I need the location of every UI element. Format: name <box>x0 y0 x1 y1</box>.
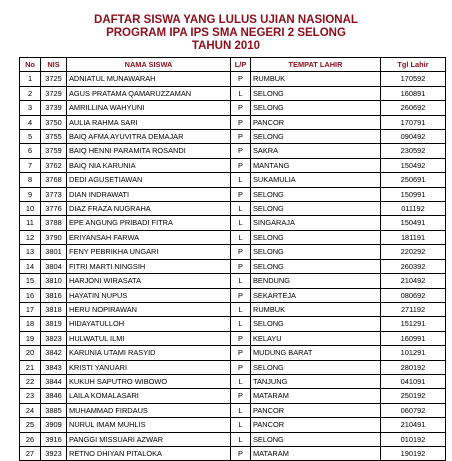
table-row <box>20 389 446 403</box>
cell-tempat-lahir: SELONG <box>251 432 381 446</box>
cell-nama-siswa: DIAN INDRAWATI <box>67 187 231 201</box>
cell-tgl-lahir: 101291 <box>381 346 446 360</box>
cell-lp: L <box>231 230 251 244</box>
table-row <box>20 259 446 273</box>
cell-no: 10 <box>20 202 41 216</box>
cell-tempat-lahir: MUDUNG BARAT <box>251 346 381 360</box>
cell-tgl-lahir: 080692 <box>381 288 446 302</box>
cell-lp: P <box>231 446 251 460</box>
cell-lp: P <box>231 288 251 302</box>
cell-tempat-lahir: TANJUNG <box>251 374 381 388</box>
table-row <box>20 158 446 172</box>
cell-nama-siswa: KUKUH SAPUTRO WIBOWO <box>67 374 231 388</box>
cell-nis: 3790 <box>41 230 67 244</box>
cell-tempat-lahir: PANCOR <box>251 115 381 129</box>
table-row <box>20 403 446 417</box>
table-row <box>20 317 446 331</box>
cell-tgl-lahir: 010192 <box>381 432 446 446</box>
cell-no: 26 <box>20 432 41 446</box>
cell-lp: P <box>231 389 251 403</box>
table-row <box>20 202 446 216</box>
cell-no: 1 <box>20 72 41 86</box>
cell-nama-siswa: HIDAYATULLOH <box>67 317 231 331</box>
cell-nama-siswa: AMRILLINA WAHYUNI <box>67 101 231 115</box>
cell-nama-siswa: HARJONI WIRASATA <box>67 274 231 288</box>
cell-nis: 3773 <box>41 187 67 201</box>
cell-nis: 3916 <box>41 432 67 446</box>
cell-tgl-lahir: 090492 <box>381 130 446 144</box>
cell-tgl-lahir: 041091 <box>381 374 446 388</box>
table-row <box>20 360 446 374</box>
cell-tempat-lahir: SELONG <box>251 202 381 216</box>
table-row <box>20 130 446 144</box>
cell-tempat-lahir: SELONG <box>251 187 381 201</box>
cell-nis: 3739 <box>41 101 67 115</box>
table-row <box>20 331 446 345</box>
cell-nama-siswa: NURUL IMAM MUHLIS <box>67 418 231 432</box>
cell-no: 8 <box>20 173 41 187</box>
cell-tgl-lahir: 160891 <box>381 86 446 100</box>
cell-tempat-lahir: SELONG <box>251 259 381 273</box>
cell-lp: L <box>231 418 251 432</box>
cell-lp: L <box>231 86 251 100</box>
cell-no: 14 <box>20 259 41 273</box>
cell-no: 20 <box>20 346 41 360</box>
cell-lp: P <box>231 115 251 129</box>
cell-tgl-lahir: 150991 <box>381 187 446 201</box>
cell-tempat-lahir: PANCOR <box>251 403 381 417</box>
cell-nama-siswa: DIAZ FRAZA NUGRAHA <box>67 202 231 216</box>
cell-nama-siswa: DEDI AGUSETIAWAN <box>67 173 231 187</box>
table-row <box>20 216 446 230</box>
cell-nama-siswa: KRISTI YANUARI <box>67 360 231 374</box>
cell-tempat-lahir: SELONG <box>251 130 381 144</box>
table-row <box>20 446 446 460</box>
cell-tgl-lahir: 150492 <box>381 158 446 172</box>
cell-nama-siswa: HULWATUL ILMI <box>67 331 231 345</box>
title-line-1: DAFTAR SISWA YANG LULUS UJIAN NASIONAL <box>94 14 358 26</box>
cell-lp: L <box>231 202 251 216</box>
cell-lp: P <box>231 360 251 374</box>
cell-lp: P <box>231 144 251 158</box>
table-row <box>20 418 446 432</box>
cell-tempat-lahir: MATARAM <box>251 446 381 460</box>
cell-nama-siswa: MUHAMMAD FIRDAUS <box>67 403 231 417</box>
cell-tgl-lahir: 260692 <box>381 101 446 115</box>
cell-tgl-lahir: 150491 <box>381 216 446 230</box>
cell-no: 23 <box>20 389 41 403</box>
cell-tempat-lahir: SUKAMULIA <box>251 173 381 187</box>
cell-lp: P <box>231 259 251 273</box>
cell-nis: 3846 <box>41 389 67 403</box>
cell-tempat-lahir: PANCOR <box>251 418 381 432</box>
table-row <box>20 115 446 129</box>
header-tempat-lahir: TEMPAT LAHIR <box>251 58 381 72</box>
cell-tgl-lahir: 190192 <box>381 446 446 460</box>
cell-tempat-lahir: SINGARAJA <box>251 216 381 230</box>
document-title <box>0 14 452 53</box>
table-row <box>20 432 446 446</box>
cell-no: 25 <box>20 418 41 432</box>
cell-nama-siswa: LAILA KOMALASARI <box>67 389 231 403</box>
cell-nis: 3729 <box>41 86 67 100</box>
cell-no: 4 <box>20 115 41 129</box>
table-row <box>20 288 446 302</box>
cell-lp: L <box>231 274 251 288</box>
cell-lp: P <box>231 245 251 259</box>
cell-nis: 3842 <box>41 346 67 360</box>
cell-no: 18 <box>20 317 41 331</box>
cell-lp: L <box>231 432 251 446</box>
cell-tgl-lahir: 160991 <box>381 331 446 345</box>
cell-nama-siswa: PANGGI MISSUARI AZWAR <box>67 432 231 446</box>
cell-nama-siswa: BAIQ HENNI PARAMITA ROSANDI <box>67 144 231 158</box>
cell-lp: P <box>231 130 251 144</box>
cell-nis: 3885 <box>41 403 67 417</box>
header-nama-siswa: NAMA SISWA <box>67 58 231 72</box>
cell-nama-siswa: HERU NOPIRAWAN <box>67 302 231 316</box>
cell-nama-siswa: FITRI MARTI NINGSIH <box>67 259 231 273</box>
cell-tgl-lahir: 250691 <box>381 173 446 187</box>
cell-nis: 3819 <box>41 317 67 331</box>
cell-lp: L <box>231 302 251 316</box>
cell-tgl-lahir: 170592 <box>381 72 446 86</box>
cell-no: 9 <box>20 187 41 201</box>
cell-nama-siswa: FENY PEBRIKHA UNGARI <box>67 245 231 259</box>
cell-tgl-lahir: 210492 <box>381 274 446 288</box>
cell-nis: 3844 <box>41 374 67 388</box>
cell-lp: P <box>231 346 251 360</box>
table-row <box>20 72 446 86</box>
cell-tempat-lahir: SEKARTEJA <box>251 288 381 302</box>
cell-no: 5 <box>20 130 41 144</box>
cell-tempat-lahir: SELONG <box>251 317 381 331</box>
cell-no: 22 <box>20 374 41 388</box>
cell-tgl-lahir: 220292 <box>381 245 446 259</box>
table-row <box>20 374 446 388</box>
cell-lp: P <box>231 158 251 172</box>
cell-nama-siswa: HAYATIN NUPUS <box>67 288 231 302</box>
cell-tempat-lahir: RUMBUK <box>251 72 381 86</box>
cell-tempat-lahir: SELONG <box>251 245 381 259</box>
cell-lp: L <box>231 403 251 417</box>
cell-tgl-lahir: 250192 <box>381 389 446 403</box>
cell-no: 24 <box>20 403 41 417</box>
table-row <box>20 86 446 100</box>
cell-tempat-lahir: RUMBUK <box>251 302 381 316</box>
cell-tempat-lahir: SELONG <box>251 101 381 115</box>
cell-nis: 3823 <box>41 331 67 345</box>
cell-no: 2 <box>20 86 41 100</box>
cell-lp: P <box>231 101 251 115</box>
header-tgl-lahir: Tgl Lahir <box>381 58 446 72</box>
table-row <box>20 173 446 187</box>
cell-nama-siswa: KARUNIA UTAMI RASYID <box>67 346 231 360</box>
cell-nis: 3810 <box>41 274 67 288</box>
cell-nis: 3843 <box>41 360 67 374</box>
cell-nama-siswa: BAIQ NIA KARUNIA <box>67 158 231 172</box>
header-no: No <box>20 58 41 72</box>
cell-nis: 3768 <box>41 173 67 187</box>
cell-nis: 3755 <box>41 130 67 144</box>
table-row <box>20 346 446 360</box>
table-row <box>20 245 446 259</box>
cell-lp: L <box>231 216 251 230</box>
cell-tgl-lahir: 210491 <box>381 418 446 432</box>
cell-tgl-lahir: 280192 <box>381 360 446 374</box>
cell-nis: 3816 <box>41 288 67 302</box>
cell-nis: 3909 <box>41 418 67 432</box>
cell-lp: P <box>231 331 251 345</box>
cell-no: 7 <box>20 158 41 172</box>
cell-tgl-lahir: 271192 <box>381 302 446 316</box>
table-row <box>20 187 446 201</box>
cell-no: 21 <box>20 360 41 374</box>
table-row <box>20 302 446 316</box>
cell-tempat-lahir: SELONG <box>251 360 381 374</box>
title-line-2: PROGRAM IPA IPS SMA NEGERI 2 SELONG <box>106 27 346 39</box>
cell-no: 12 <box>20 230 41 244</box>
cell-tgl-lahir: 170791 <box>381 115 446 129</box>
cell-nama-siswa: ADNIATUL MUNAWARAH <box>67 72 231 86</box>
title-line-3: TAHUN 2010 <box>191 40 261 52</box>
cell-tgl-lahir: 260392 <box>381 259 446 273</box>
table-row <box>20 144 446 158</box>
cell-tgl-lahir: 181191 <box>381 230 446 244</box>
cell-tempat-lahir: SELONG <box>251 86 381 100</box>
table-body <box>20 72 446 461</box>
cell-no: 3 <box>20 101 41 115</box>
cell-nis: 3776 <box>41 202 67 216</box>
cell-tempat-lahir: BENDUNG <box>251 274 381 288</box>
cell-no: 19 <box>20 331 41 345</box>
cell-no: 13 <box>20 245 41 259</box>
cell-tgl-lahir: 011192 <box>381 202 446 216</box>
cell-tempat-lahir: KELAYU <box>251 331 381 345</box>
cell-nis: 3725 <box>41 72 67 86</box>
cell-lp: L <box>231 374 251 388</box>
cell-lp: P <box>231 187 251 201</box>
cell-nis: 3818 <box>41 302 67 316</box>
cell-nama-siswa: AGUS PRATAMA QAMARUZZAMAN <box>67 86 231 100</box>
cell-nis: 3923 <box>41 446 67 460</box>
cell-nis: 3759 <box>41 144 67 158</box>
cell-tempat-lahir: MANTANG <box>251 158 381 172</box>
table-row <box>20 274 446 288</box>
cell-tempat-lahir: SAKRA <box>251 144 381 158</box>
cell-tgl-lahir: 151291 <box>381 317 446 331</box>
cell-no: 15 <box>20 274 41 288</box>
cell-nama-siswa: ERIYANSAH FARWA <box>67 230 231 244</box>
cell-no: 27 <box>20 446 41 460</box>
cell-nama-siswa: RETNO DHIYAN PITALOKA <box>67 446 231 460</box>
cell-nis: 3801 <box>41 245 67 259</box>
table-row <box>20 101 446 115</box>
cell-nama-siswa: EPE ANGUNG PRIBADI FITRA <box>67 216 231 230</box>
table-row <box>20 230 446 244</box>
cell-tgl-lahir: 060792 <box>381 403 446 417</box>
cell-nis: 3762 <box>41 158 67 172</box>
cell-tgl-lahir: 230592 <box>381 144 446 158</box>
student-table <box>19 57 446 461</box>
cell-no: 17 <box>20 302 41 316</box>
cell-lp: L <box>231 317 251 331</box>
cell-nis: 3804 <box>41 259 67 273</box>
cell-nama-siswa: BAIQ AFMA AYUVITRA DEMAJAR <box>67 130 231 144</box>
cell-tempat-lahir: MATARAM <box>251 389 381 403</box>
cell-nama-siswa: AULIA RAHMA SARI <box>67 115 231 129</box>
cell-no: 16 <box>20 288 41 302</box>
cell-nis: 3788 <box>41 216 67 230</box>
cell-lp: P <box>231 72 251 86</box>
cell-lp: L <box>231 173 251 187</box>
cell-tempat-lahir: SELONG <box>251 230 381 244</box>
table-header-row <box>20 58 446 72</box>
cell-no: 11 <box>20 216 41 230</box>
cell-nis: 3750 <box>41 115 67 129</box>
header-lp: L/P <box>231 58 251 72</box>
cell-no: 6 <box>20 144 41 158</box>
header-nis: NIS <box>41 58 67 72</box>
